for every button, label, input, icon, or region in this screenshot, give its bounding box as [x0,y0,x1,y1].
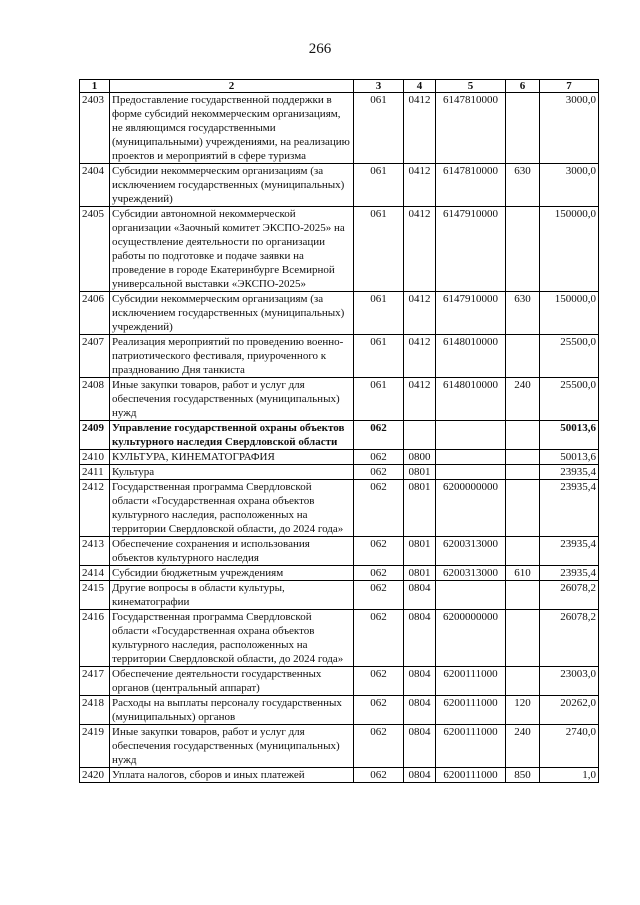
row-target-code [436,465,506,480]
row-section-code: 0801 [404,537,436,566]
row-name: Управление государственной охраны объектов культурного наследия Свердловской области [110,421,354,450]
header-col-2: 2 [110,80,354,93]
row-amount: 23935,4 [540,465,599,480]
row-name: Культура [110,465,354,480]
row-number: 2418 [80,696,110,725]
row-admin-code: 062 [354,480,404,537]
table-row [80,93,599,164]
row-expense-type [506,610,540,667]
row-expense-type [506,207,540,292]
row-admin-code: 062 [354,581,404,610]
row-expense-type [506,581,540,610]
row-name: Государственная программа Свердловской области «Государственная охрана объектов культурного наследия, расположенных на территории Свердловской области, до 2024 года» [110,610,354,667]
table-row [80,768,599,783]
table-row [80,465,599,480]
row-number: 2411 [80,465,110,480]
row-target-code: 6148010000 [436,378,506,421]
row-admin-code: 061 [354,93,404,164]
row-target-code [436,581,506,610]
row-section-code: 0804 [404,610,436,667]
row-target-code: 6200000000 [436,610,506,667]
row-amount: 20262,0 [540,696,599,725]
row-expense-type [506,465,540,480]
row-admin-code: 061 [354,292,404,335]
header-col-6: 6 [506,80,540,93]
row-number: 2420 [80,768,110,783]
table-row [80,566,599,581]
row-name: Иные закупки товаров, работ и услуг для обеспечения государственных (муниципальных) нужд [110,378,354,421]
row-number: 2415 [80,581,110,610]
row-target-code: 6147810000 [436,164,506,207]
row-section-code: 0804 [404,768,436,783]
row-target-code: 6147910000 [436,292,506,335]
row-amount: 23003,0 [540,667,599,696]
row-admin-code: 061 [354,335,404,378]
row-admin-code: 062 [354,450,404,465]
row-section-code: 0412 [404,335,436,378]
row-amount: 23935,4 [540,566,599,581]
row-target-code [436,421,506,450]
row-target-code: 6200000000 [436,480,506,537]
row-target-code: 6200111000 [436,667,506,696]
row-expense-type [506,93,540,164]
row-number: 2406 [80,292,110,335]
row-name: Другие вопросы в области культуры, кинематографии [110,581,354,610]
row-target-code: 6147810000 [436,93,506,164]
row-admin-code: 062 [354,768,404,783]
row-amount: 3000,0 [540,93,599,164]
row-section-code: 0804 [404,725,436,768]
table-row [80,696,599,725]
row-amount: 3000,0 [540,164,599,207]
row-admin-code: 062 [354,610,404,667]
row-expense-type [506,335,540,378]
row-amount: 150000,0 [540,292,599,335]
row-name: Уплата налогов, сборов и иных платежей [110,768,354,783]
row-number: 2413 [80,537,110,566]
table-row [80,480,599,537]
row-admin-code: 062 [354,667,404,696]
row-name: Обеспечение деятельности государственных органов (центральный аппарат) [110,667,354,696]
row-expense-type: 610 [506,566,540,581]
row-name: Государственная программа Свердловской области «Государственная охрана объектов культурного наследия, расположенных на территории Свердловской области, до 2024 года» [110,480,354,537]
row-name: Иные закупки товаров, работ и услуг для обеспечения государственных (муниципальных) нужд [110,725,354,768]
header-row [80,80,599,93]
row-section-code: 0801 [404,480,436,537]
row-name: Субсидии бюджетным учреждениям [110,566,354,581]
table-row [80,378,599,421]
row-target-code: 6200313000 [436,537,506,566]
row-admin-code: 062 [354,537,404,566]
row-expense-type: 630 [506,292,540,335]
table-row [80,667,599,696]
row-admin-code: 062 [354,725,404,768]
header-col-1: 1 [80,80,110,93]
row-amount: 26078,2 [540,581,599,610]
row-name: Предоставление государственной поддержки в форме субсидий некоммерческим организациям, не являющимся государственными (муниципальными) учреждениями, на реализацию проектов и мероприятий в сфере туризма [110,93,354,164]
row-admin-code: 061 [354,378,404,421]
table-row [80,164,599,207]
row-section-code: 0801 [404,566,436,581]
row-expense-type: 240 [506,725,540,768]
row-amount: 23935,4 [540,537,599,566]
table-row [80,725,599,768]
row-section-code: 0412 [404,164,436,207]
row-name: Расходы на выплаты персоналу государственных (муниципальных) органов [110,696,354,725]
table-row [80,335,599,378]
table-row [80,581,599,610]
row-expense-type [506,450,540,465]
row-section-code: 0804 [404,696,436,725]
row-amount: 25500,0 [540,378,599,421]
row-expense-type [506,480,540,537]
row-name: Реализация мероприятий по проведению военно-патриотического фестиваля, приуроченного к празднованию Дня танкиста [110,335,354,378]
row-target-code: 6147910000 [436,207,506,292]
table-row [80,421,599,450]
row-target-code: 6200111000 [436,696,506,725]
row-section-code: 0412 [404,292,436,335]
row-name: Обеспечение сохранения и использования объектов культурного наследия [110,537,354,566]
row-target-code: 6200313000 [436,566,506,581]
table-row [80,207,599,292]
row-expense-type: 240 [506,378,540,421]
row-expense-type [506,537,540,566]
row-number: 2414 [80,566,110,581]
row-number: 2412 [80,480,110,537]
row-section-code [404,421,436,450]
row-target-code [436,450,506,465]
row-section-code: 0412 [404,207,436,292]
row-name: Субсидии некоммерческим организациям (за исключением государственных (муниципальных) учреждений) [110,292,354,335]
row-amount: 26078,2 [540,610,599,667]
row-expense-type: 120 [506,696,540,725]
row-amount: 50013,6 [540,450,599,465]
row-amount: 23935,4 [540,480,599,537]
row-number: 2409 [80,421,110,450]
row-amount: 2740,0 [540,725,599,768]
row-number: 2419 [80,725,110,768]
row-expense-type: 630 [506,164,540,207]
row-admin-code: 061 [354,207,404,292]
row-number: 2407 [80,335,110,378]
row-admin-code: 062 [354,421,404,450]
row-number: 2417 [80,667,110,696]
row-amount: 150000,0 [540,207,599,292]
table-row [80,450,599,465]
row-target-code: 6148010000 [436,335,506,378]
budget-table [79,79,599,783]
row-target-code: 6200111000 [436,768,506,783]
row-number: 2403 [80,93,110,164]
row-amount: 50013,6 [540,421,599,450]
row-section-code: 0412 [404,93,436,164]
row-number: 2408 [80,378,110,421]
row-section-code: 0804 [404,581,436,610]
header-col-7: 7 [540,80,599,93]
row-section-code: 0804 [404,667,436,696]
row-number: 2404 [80,164,110,207]
row-number: 2410 [80,450,110,465]
row-section-code: 0800 [404,450,436,465]
row-admin-code: 062 [354,566,404,581]
row-target-code: 6200111000 [436,725,506,768]
row-admin-code: 062 [354,696,404,725]
row-section-code: 0801 [404,465,436,480]
row-amount: 25500,0 [540,335,599,378]
header-col-3: 3 [354,80,404,93]
page-number: 266 [308,41,332,57]
table-row [80,610,599,667]
row-name: Субсидии некоммерческим организациям (за исключением государственных (муниципальных) учреждений) [110,164,354,207]
row-expense-type [506,421,540,450]
row-expense-type: 850 [506,768,540,783]
row-expense-type [506,667,540,696]
row-section-code: 0412 [404,378,436,421]
header-col-4: 4 [404,80,436,93]
row-number: 2405 [80,207,110,292]
table-row [80,537,599,566]
row-admin-code: 062 [354,465,404,480]
row-admin-code: 061 [354,164,404,207]
row-number: 2416 [80,610,110,667]
row-name: КУЛЬТУРА, КИНЕМАТОГРАФИЯ [110,450,354,465]
row-name: Субсидии автономной некоммерческой организации «Заочный комитет ЭКСПО-2025» на осуществление деятельности по организации работы по подготовке и подаче заявки на проведение в городе Екатеринбурге Всемирной универсальной выставки «ЭКСПО-2025» [110,207,354,292]
row-amount: 1,0 [540,768,599,783]
header-col-5: 5 [436,80,506,93]
table-row [80,292,599,335]
